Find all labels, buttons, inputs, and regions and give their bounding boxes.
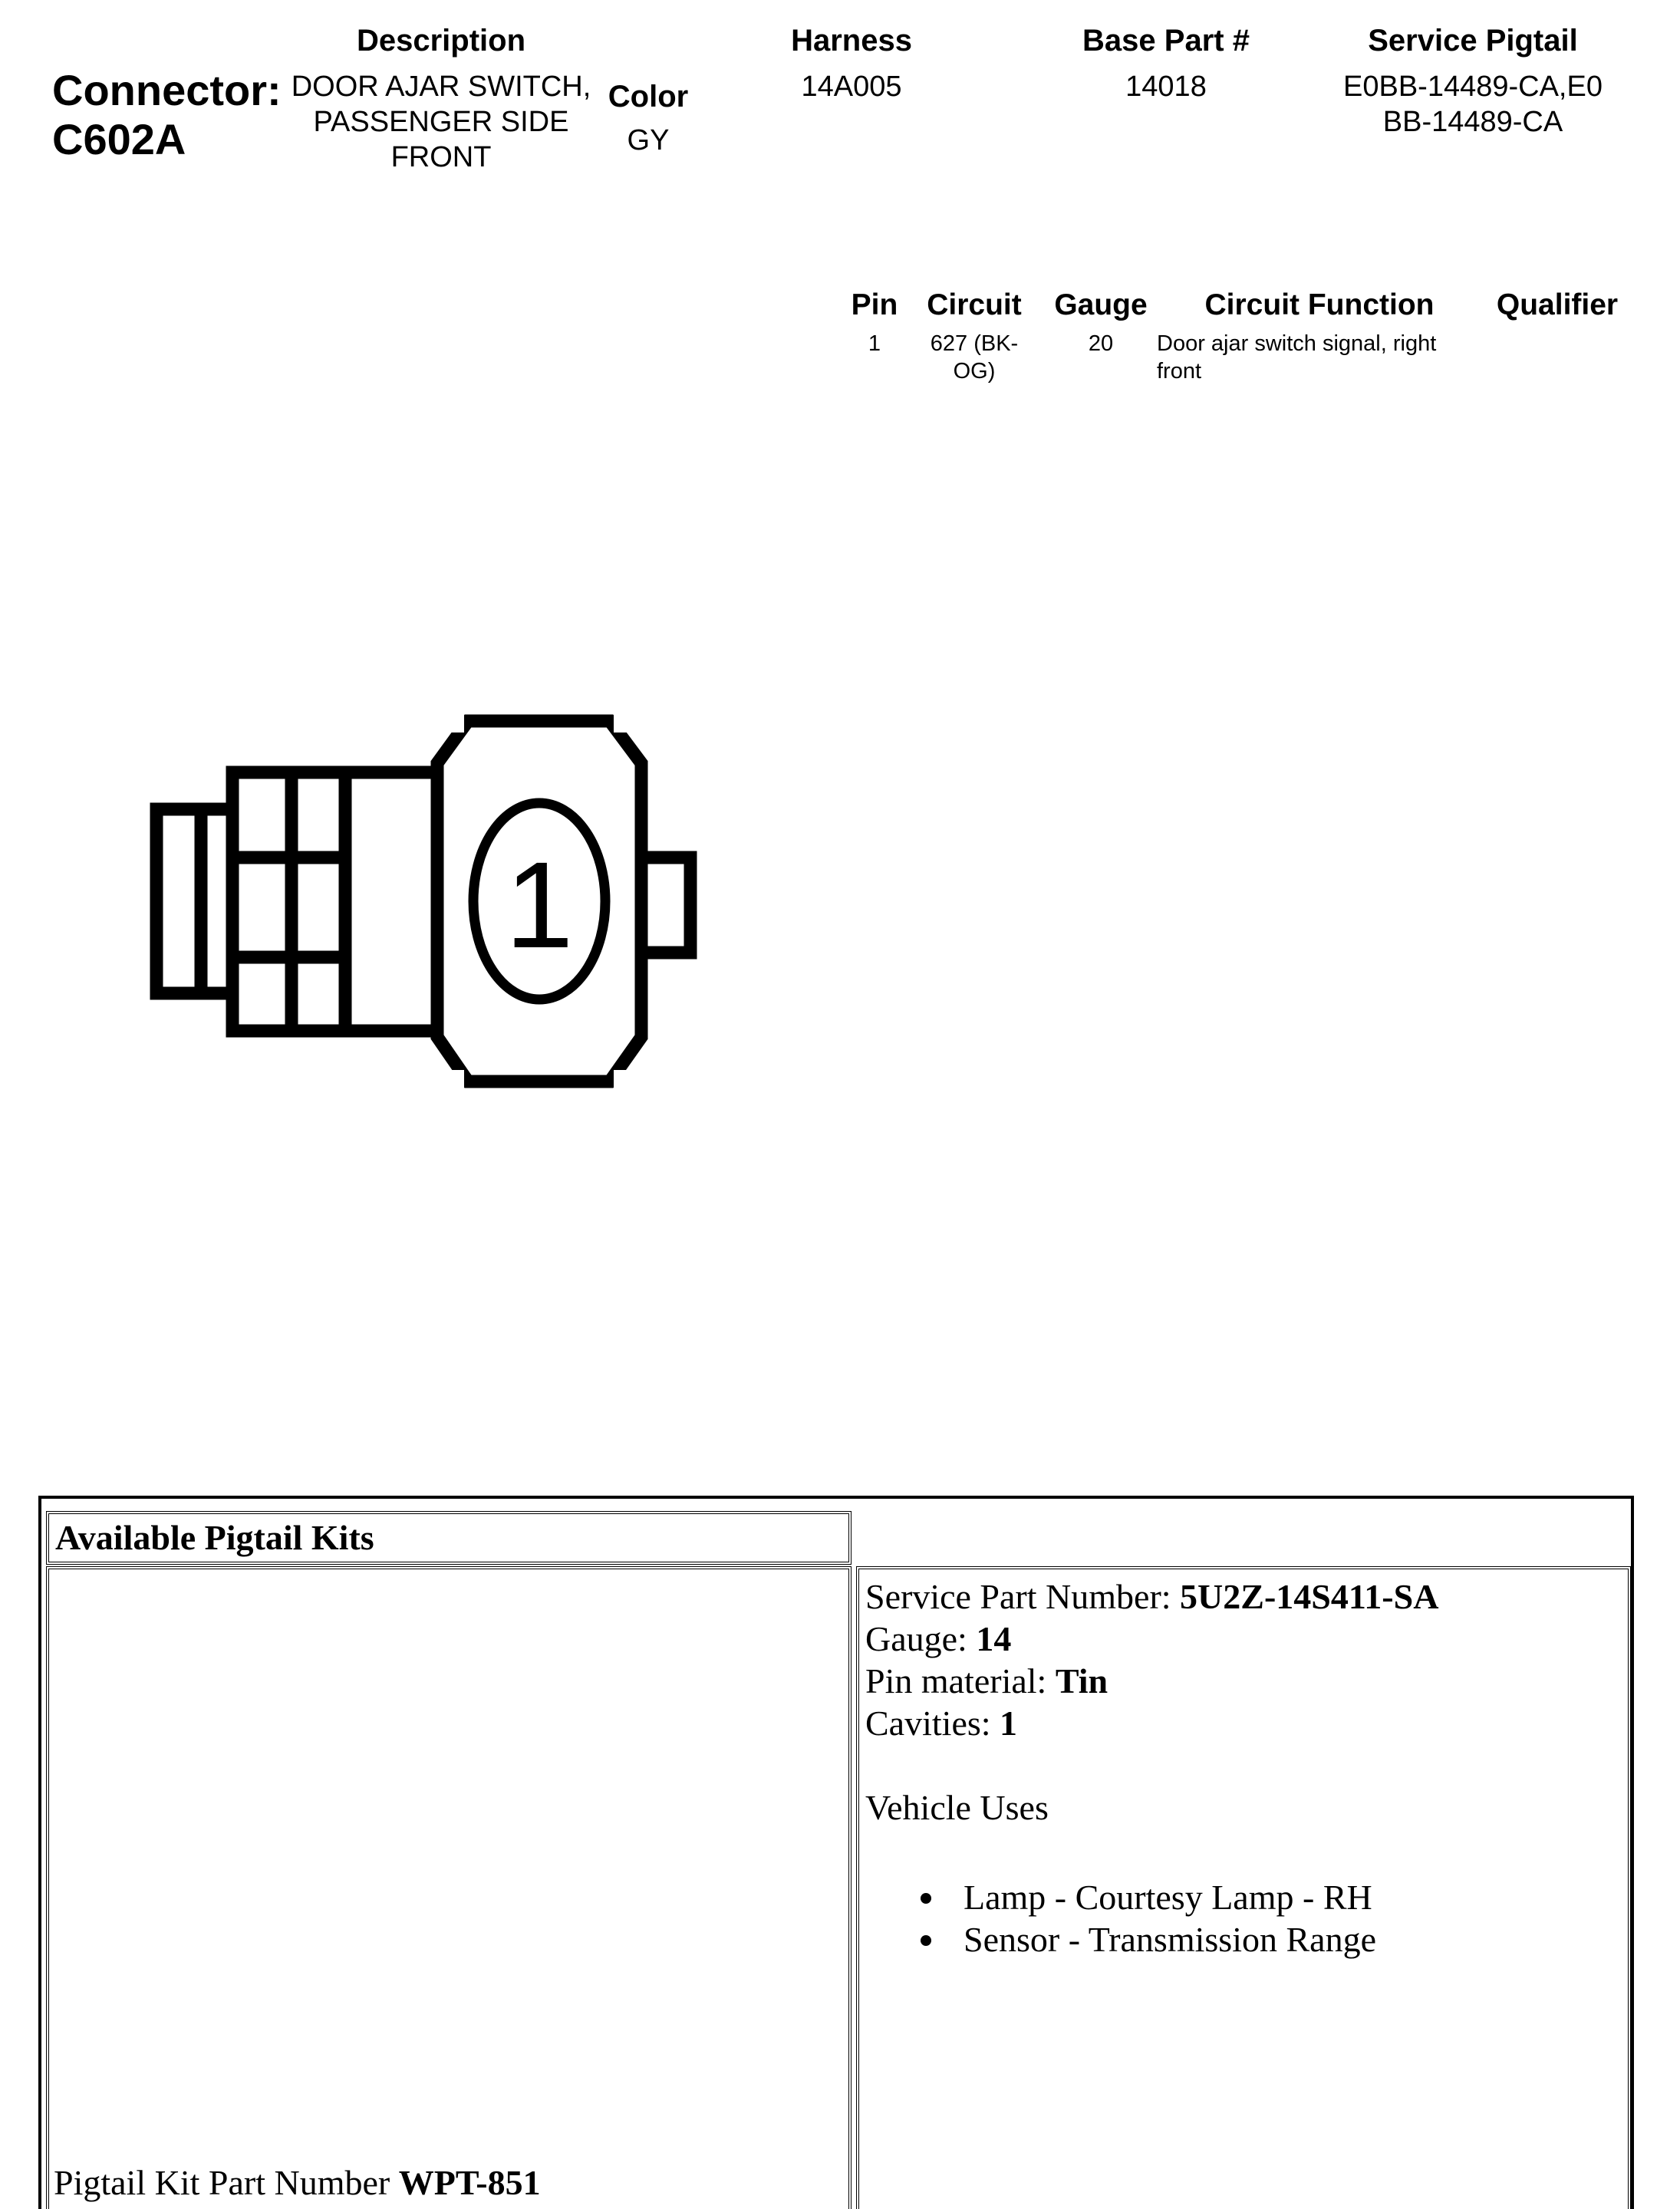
connector-right-tab [641,858,690,953]
pin-circuit: 627 (BK-OG) [930,331,1019,384]
pin-material-line [865,1660,1438,1702]
pigtail-title: Available Pigtail Kits [55,1518,374,1557]
connector-diagram [138,690,721,1120]
pin-material-label: Pin material: [865,1661,1047,1700]
base-part-header: Base Part # [1082,24,1250,58]
pin-number: 1 [868,331,881,356]
description-header: Description [356,24,526,58]
kit-label: Pigtail Kit Part Number [54,2163,390,2202]
pigtail-kit-number [54,2161,541,2204]
service-pigtail-value: E0BB-14489-CA,E0BB-14489-CA [1343,71,1603,138]
connector-label: Connector: [52,66,282,114]
harness-value: 14A005 [801,71,902,103]
description-value: DOOR AJAR SWITCH, PASSENGER SIDE FRONT [291,71,591,173]
vehicle-use-item: Sensor - Transmission Range [921,1918,1438,1960]
pin-gauge: 20 [1088,331,1114,356]
kit-number: WPT-851 [398,2163,541,2202]
pin-number-label: 1 [505,836,574,973]
base-part-value: 14018 [1125,71,1207,103]
pigtail-image-box [46,1566,852,2209]
service-part-label: Service Part Number: [865,1577,1171,1616]
pigtail-title-box [46,1511,852,1565]
gauge-line [865,1618,1438,1660]
gauge-label: Gauge: [865,1619,967,1658]
connector-latch-block [232,772,437,1031]
color-header: Color [608,80,689,114]
pigtail-details-box [856,1566,1631,2209]
circuit-header: Circuit [927,288,1022,321]
service-pigtail-header: Service Pigtail [1368,24,1578,58]
gauge-header: Gauge [1054,288,1148,321]
cavities-line [865,1702,1438,1744]
qualifier-header: Qualifier [1496,288,1619,321]
color-value: GY [627,124,670,156]
cavities-value: 1 [1000,1704,1018,1743]
gauge-value: 14 [976,1619,1012,1658]
vehicle-uses-label: Vehicle Uses [865,1788,1049,1827]
circuit-function-header: Circuit Function [1204,288,1435,321]
pin-header: Pin [851,288,898,321]
cavities-label: Cavities: [865,1704,991,1743]
vehicle-uses-list [921,1876,1438,1960]
service-part-value: 5U2Z-14S411-SA [1180,1577,1439,1616]
connector-id: C602A [52,115,186,163]
harness-header: Harness [791,24,912,58]
vehicle-use-item: Lamp - Courtesy Lamp - RH [921,1876,1438,1918]
pin-material-value: Tin [1055,1661,1108,1700]
service-part-line [865,1575,1438,1618]
pin-function: Door ajar switch signal, right front [1157,331,1437,384]
